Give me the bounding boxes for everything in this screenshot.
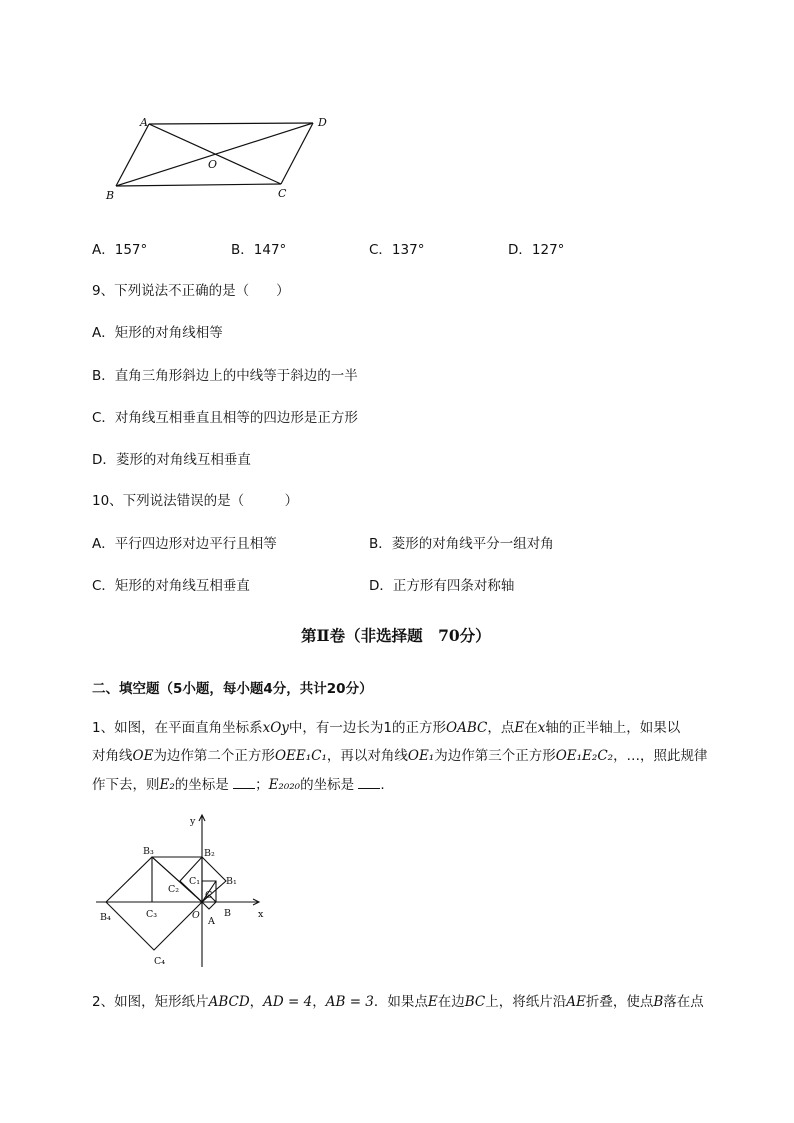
fill1-line3: 作下去，则E₂的坐标是 ；E₂₀₂₀的坐标是 . bbox=[92, 774, 385, 795]
q8-option-d: D．127° bbox=[508, 242, 565, 258]
label-B2: B₂ bbox=[204, 848, 215, 859]
q9-option-b: B．直角三角形斜边上的中线等于斜边的一半 bbox=[92, 368, 358, 384]
label-O: O bbox=[208, 158, 218, 171]
segment-BC bbox=[116, 184, 281, 186]
label-C: C bbox=[205, 890, 213, 901]
label-C3: C₃ bbox=[146, 909, 158, 920]
q9-option-a: A．矩形的对角线相等 bbox=[92, 325, 223, 341]
label-C2: C₂ bbox=[168, 884, 180, 895]
answer-blank-1[interactable] bbox=[233, 774, 255, 789]
square-3 bbox=[180, 857, 226, 902]
q9-stem: 9、下列说法不正确的是（ ） bbox=[92, 283, 290, 299]
label-B: B bbox=[106, 189, 115, 202]
label-A: A bbox=[208, 916, 215, 927]
label-x: x bbox=[258, 909, 264, 920]
fill2-line1: 2、如图，矩形纸片ABCD，AD = 4，AB = 3．如果点E在边BC上，将纸片沿AE折叠，使点B落在点 bbox=[92, 994, 704, 1010]
part-heading: 二、填空题（5小题，每小题4分，共计20分） bbox=[92, 681, 373, 697]
label-C: C bbox=[278, 187, 287, 200]
label-C1: C₁ bbox=[189, 876, 201, 887]
squares-coordinate-figure bbox=[92, 812, 272, 970]
label-C4: C₄ bbox=[154, 956, 166, 967]
label-B1: B₁ bbox=[226, 876, 237, 887]
square-5 bbox=[106, 857, 202, 950]
label-y: y bbox=[190, 816, 196, 827]
q8-option-a: A．157° bbox=[92, 242, 148, 258]
section-title: 第Ⅱ卷（非选择题 70分） bbox=[301, 626, 491, 645]
fill1-line2: 对角线OE为边作第二个正方形OEE₁C₁，再以对角线OE₁为边作第三个正方形OE₁E₂C₂，…，照此规律 bbox=[92, 748, 708, 764]
q10-option-b: B．菱形的对角线平分一组对角 bbox=[369, 536, 554, 552]
label-A: A bbox=[140, 116, 148, 129]
parallelogram-figure bbox=[100, 112, 340, 207]
answer-blank-2[interactable] bbox=[358, 774, 380, 789]
diagonal-BD bbox=[116, 123, 313, 186]
q10-option-c: C．矩形的对角线互相垂直 bbox=[92, 578, 250, 594]
label-O: O bbox=[192, 910, 200, 921]
label-B3: B₃ bbox=[143, 846, 154, 857]
q8-option-b: B．147° bbox=[231, 242, 287, 258]
q8-option-c: C．137° bbox=[369, 242, 425, 258]
label-B4: B₄ bbox=[100, 912, 111, 923]
q9-option-c: C．对角线互相垂直且相等的四边形是正方形 bbox=[92, 410, 358, 426]
label-D: D bbox=[318, 116, 327, 129]
q10-option-a: A．平行四边形对边平行且相等 bbox=[92, 536, 277, 552]
q9-option-d: D．菱形的对角线互相垂直 bbox=[92, 452, 251, 468]
segment-AD bbox=[149, 123, 313, 124]
q10-stem: 10、下列说法错误的是（ ） bbox=[92, 493, 299, 509]
label-B: B bbox=[224, 908, 231, 919]
q10-option-d: D．正方形有四条对称轴 bbox=[369, 578, 515, 594]
fill1-line1: 1、如图，在平面直角坐标系xOy中，有一边长为1的正方形OABC，点E在x轴的正半轴上，如果以 bbox=[92, 720, 681, 736]
